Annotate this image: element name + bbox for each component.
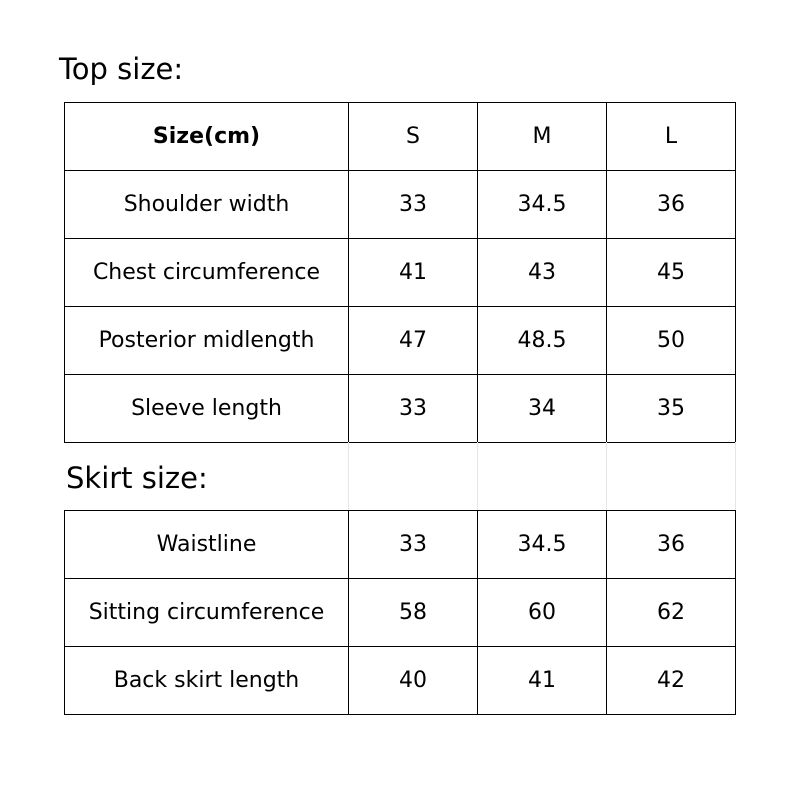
top-size-title: Top size: — [59, 52, 184, 86]
row-label: Shoulder width — [65, 171, 349, 239]
table-row — [65, 307, 736, 375]
gap-cell — [606, 442, 735, 510]
cell-value: 50 — [607, 307, 736, 375]
header-size-s: S — [349, 103, 478, 171]
table-row — [65, 171, 736, 239]
cell-value: 60 — [478, 579, 607, 647]
row-label: Sitting circumference — [65, 579, 349, 647]
row-label: Chest circumference — [65, 239, 349, 307]
cell-value: 43 — [478, 239, 607, 307]
gap-cell — [477, 442, 606, 510]
row-label: Waistline — [65, 511, 349, 579]
cell-value: 62 — [607, 579, 736, 647]
cell-value: 34.5 — [478, 171, 607, 239]
row-label: Sleeve length — [65, 375, 349, 443]
skirt-size-table — [64, 510, 736, 715]
cell-value: 33 — [349, 511, 478, 579]
cell-value: 36 — [607, 511, 736, 579]
table-row — [65, 647, 736, 715]
cell-value: 45 — [607, 239, 736, 307]
cell-value: 36 — [607, 171, 736, 239]
cell-value: 41 — [478, 647, 607, 715]
row-label: Back skirt length — [65, 647, 349, 715]
cell-value: 34.5 — [478, 511, 607, 579]
cell-value: 34 — [478, 375, 607, 443]
skirt-size-title: Skirt size: — [66, 461, 208, 495]
header-size-l: L — [607, 103, 736, 171]
table-row — [65, 239, 736, 307]
header-size-m: M — [478, 103, 607, 171]
table-header-row — [65, 103, 736, 171]
table-row — [65, 511, 736, 579]
row-label: Posterior midlength — [65, 307, 349, 375]
cell-value: 41 — [349, 239, 478, 307]
cell-value: 35 — [607, 375, 736, 443]
header-size-cm: Size(cm) — [65, 103, 349, 171]
cell-value: 47 — [349, 307, 478, 375]
table-row — [65, 579, 736, 647]
cell-value: 58 — [349, 579, 478, 647]
top-size-table — [64, 102, 736, 443]
cell-value: 33 — [349, 171, 478, 239]
cell-value: 48.5 — [478, 307, 607, 375]
cell-value: 33 — [349, 375, 478, 443]
cell-value: 42 — [607, 647, 736, 715]
gap-cell — [348, 442, 477, 510]
cell-value: 40 — [349, 647, 478, 715]
table-row — [65, 375, 736, 443]
